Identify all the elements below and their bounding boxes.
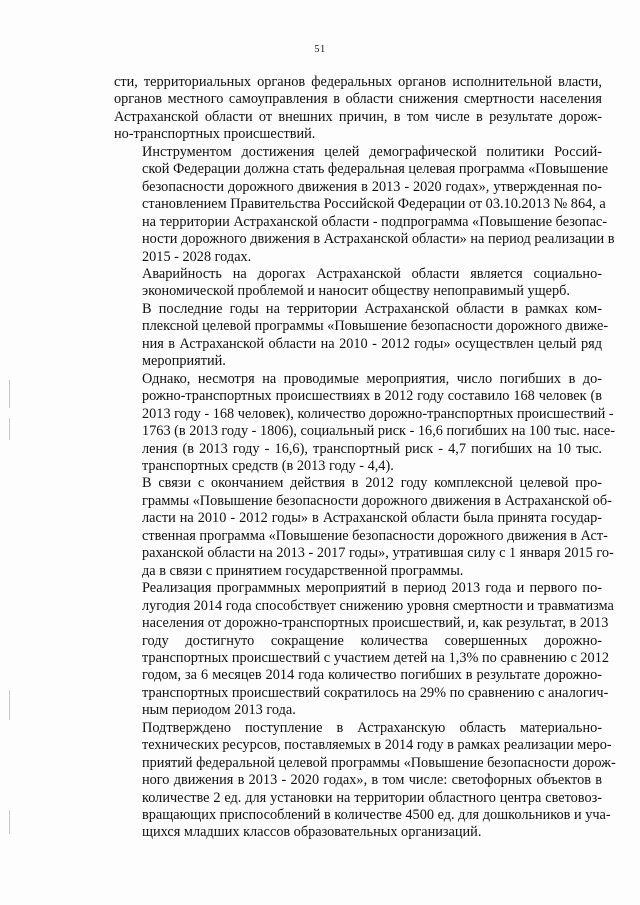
text-line: количестве 2 ед. для установки на территории областного центра световоз- [142,789,602,806]
paragraph [114,370,616,476]
text-line: Аварийность на дорогах Астраханской области является социально- [142,265,602,282]
text-line: Однако, несмотря на проводимые мероприятия, число погибших в до- [142,370,602,387]
text-line: лугодия 2014 года способствует снижению уровня смертности и травматизма [142,597,614,614]
text-line: 2015 - 2028 годах. [142,248,252,265]
text-line: да в связи с принятием государственной программы. [142,562,464,579]
paragraph [114,266,602,301]
text-line: мероприятий. [142,353,226,370]
text-line: В последние годы на территории Астраханской области в рамках ком- [142,300,602,317]
text-line: В связи с окончанием действия в 2012 году комплексной целевой про- [142,475,602,492]
scan-edge-mark [9,380,10,408]
paragraph [114,143,615,266]
text-line: Инструментом достижения целей демографической политики Россий- [142,143,602,160]
text-line: ным периодом 2013 года. [142,702,296,719]
text-line: граммы «Повышение безопасности дорожного движения в Астраханской об- [142,492,612,509]
text-line: вращающих приспособлений в количестве 4500 ед. для дошкольников и уча- [142,807,611,824]
text-line: ственная программа «Повышение безопасности дорожного движения в Аст- [142,527,608,544]
paragraph [114,580,614,720]
scan-edge-mark [9,418,10,440]
scan-edge-mark [9,810,10,834]
text-line: ного движения в 2013 - 2020 годах», в том числе: светофорных объектов в [142,772,602,789]
paragraph [114,719,616,842]
text-line: населения от дорожно-транспортных происшествий, и, как результат, в 2013 [142,615,609,632]
text-line: ской Федерации должна стать федеральная целевая программа «Повышение [142,161,609,178]
text-line: году достигнуто сокращение количества совершенных дорожно- [142,632,602,649]
text-line: плексной целевой программы «Повышение безопасности дорожного движе- [142,318,609,335]
text-line: Реализация программных мероприятий в период 2013 года и первого по- [142,580,602,597]
page-number: 51 [314,44,326,55]
text-line: рожно-транспортных происшествиях в 2012 году составило 168 человек (в [142,388,602,405]
text-line: транспортных происшествий с участием детей на 1,3% по сравнению с 2012 [142,649,609,666]
text-line: безопасности дорожного движения в 2013 - 2020 годах», утвержденная по- [142,178,602,195]
text-line: на территории Астраханской области - подпрограмма «Повышение безопас- [142,213,608,230]
text-line: органов местного самоуправления в области снижения смертности населения [114,91,602,108]
text-line: экономической проблемой и наносит обществу непоправимый ущерб. [142,283,570,300]
paragraph [114,74,602,144]
text-line: годом, за 6 месяцев 2014 года количество погибших в результате дорожно- [142,667,602,684]
text-line: 2013 году - 168 человек), количество дорожно-транспортных происшествий - [142,405,614,422]
text-line: сти, территориальных органов федеральных органов исполнительной власти, [114,74,602,90]
text-line: раханской области на 2013 - 2017 годы», утратившая силу с 1 января 2015 го- [142,545,614,562]
text-line: технических ресурсов, поставляемых в 2014 году в рамках реализации меро- [142,737,612,754]
text-line: Астраханской области от внешних причин, в том числе в результате дорож- [114,108,602,125]
document-body [114,74,616,842]
text-line: щихся младших классов образовательных организаций. [142,824,482,841]
text-line: транспортных происшествий сократилось на 29% по сравнению с аналогич- [142,684,609,701]
text-line: но-транспортных происшествий. [114,126,316,143]
text-line: ласти на 2010 - 2012 годы» в Астраханской области была принята государ- [142,510,602,527]
text-line: ния в Астраханской области на 2010 - 2012 годы» осуществлен целый ряд [142,335,602,352]
paragraph [114,475,614,580]
text-line: транспортных средств (в 2013 году - 4,4). [142,457,394,474]
text-line: приятий федеральной целевой программы «Повышение безопасности дорож- [142,754,616,771]
text-line: 1763 (в 2013 году - 1806), социальный риск - 16,6 погибших на 100 тыс. насе- [142,423,616,440]
text-line: ления (в 2013 году - 16,6), транспортный риск - 4,7 погибших на 10 тыс. [142,440,602,457]
text-line: Подтверждено поступление в Астраханскую область материально- [142,719,602,736]
scan-edge-mark [9,690,10,720]
text-line: ности дорожного движения в Астраханской области» на период реализации в [142,231,615,248]
paragraph [114,300,609,371]
text-line: становлением Правительства Российской Федерации от 03.10.2013 № 864, а [142,196,606,213]
